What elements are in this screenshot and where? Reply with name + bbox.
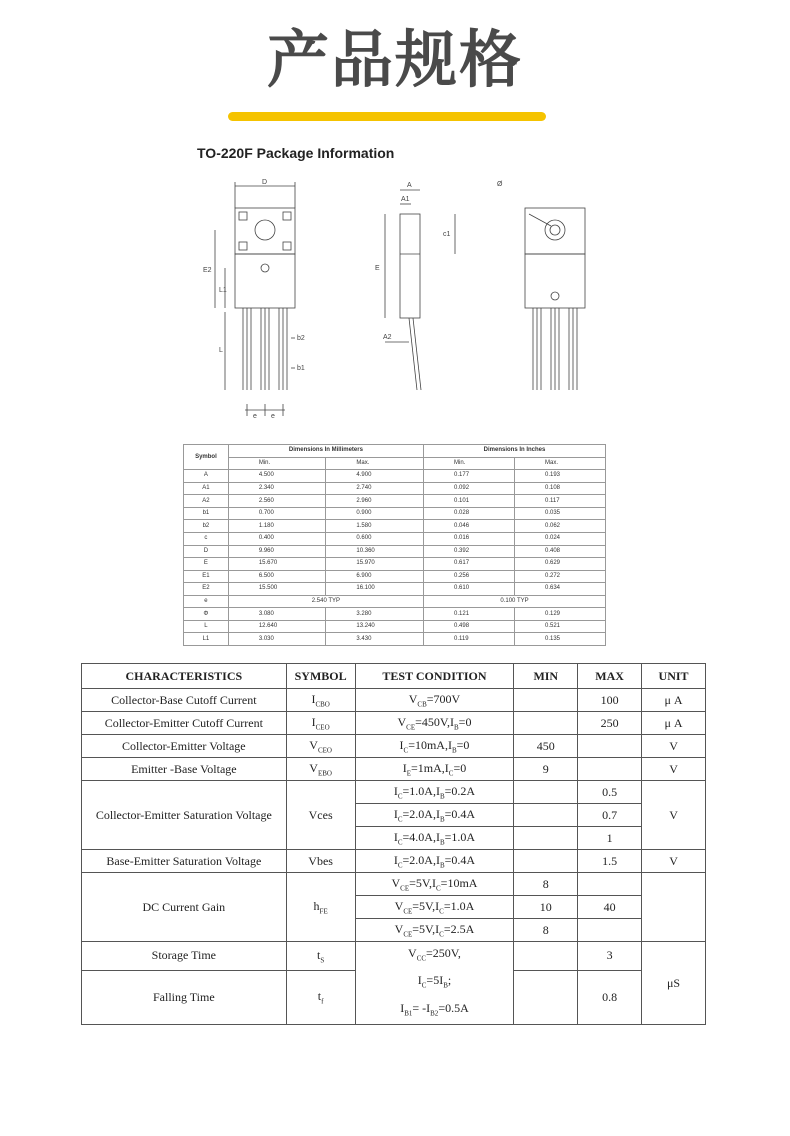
char-name: Emitter -Base Voltage — [82, 758, 287, 781]
dim-symbol: b2 — [184, 520, 229, 533]
table-row — [184, 482, 606, 495]
table-row — [184, 545, 606, 558]
col-header-max: MAX — [578, 664, 642, 689]
dim-label-E2: E2 — [203, 267, 212, 274]
table-row — [184, 558, 606, 571]
table-row — [82, 850, 706, 873]
char-name: DC Current Gain — [82, 873, 287, 942]
dim-in-max: 0.035 — [515, 507, 606, 520]
char-max: 250 — [578, 712, 642, 735]
page-title: 产品规格 — [266, 23, 523, 96]
dim-label-L: L — [219, 347, 223, 354]
char-max — [578, 873, 642, 896]
dim-sub-max: Max. — [326, 457, 424, 470]
char-min — [514, 804, 578, 827]
char-min: 8 — [514, 919, 578, 942]
package-heading: TO-220F Package Information — [197, 145, 395, 161]
dim-in-min: 0.101 — [424, 495, 515, 508]
dim-symbol: A2 — [184, 495, 229, 508]
back-tab-outline — [525, 208, 585, 254]
table-row — [184, 507, 606, 520]
char-symbol: Vbes — [286, 850, 355, 873]
char-max: 3 — [578, 942, 642, 971]
dim-label-e1: e — [253, 413, 257, 420]
char-min — [514, 712, 578, 735]
dimensions-table — [183, 444, 606, 646]
dim-in-max: 0.024 — [515, 532, 606, 545]
front-tab-outline — [235, 208, 295, 254]
dim-mm-min: 2.340 — [228, 482, 326, 495]
dim-symbol: E2 — [184, 583, 229, 596]
char-test: $V_{CE}=5V,I_C=10mA$ — [355, 873, 514, 896]
table-row — [184, 570, 606, 583]
dim-in-min: 0.498 — [424, 620, 515, 633]
dim-sub-max: Max. — [515, 457, 606, 470]
dim-symbol: E1 — [184, 570, 229, 583]
char-min: 10 — [514, 896, 578, 919]
dim-mm-max: 2.740 — [326, 482, 424, 495]
dim-symbol: e — [184, 595, 229, 608]
dim-mm-min: 3.030 — [228, 633, 326, 646]
dim-in-max: 0.108 — [515, 482, 606, 495]
table-row — [184, 595, 606, 608]
table-row — [184, 620, 606, 633]
char-unit: V — [642, 850, 706, 873]
char-symbol: $V_{EBO}$ — [286, 758, 355, 781]
table-row — [184, 495, 606, 508]
dim-mm-min: 15.500 — [228, 583, 326, 596]
table-row — [82, 689, 706, 712]
dim-in-min: 0.617 — [424, 558, 515, 571]
char-min: 450 — [514, 735, 578, 758]
dim-mm-max: 0.600 — [326, 532, 424, 545]
table-row — [184, 633, 606, 646]
dim-label-A: A — [407, 182, 412, 189]
dim-symbol: L — [184, 620, 229, 633]
char-test: $V_{CE}=5V,I_C=1.0A$ — [355, 896, 514, 919]
char-name: Collector-Base Cutoff Current — [82, 689, 287, 712]
char-max — [578, 758, 642, 781]
dim-in-max: 0.193 — [515, 470, 606, 483]
dim-in-min: 0.028 — [424, 507, 515, 520]
table-row — [184, 532, 606, 545]
dim-label-b1: b1 — [297, 365, 305, 372]
char-min — [514, 827, 578, 850]
char-test: $I_C=1.0A,I_B=0.2A$ — [355, 781, 514, 804]
char-symbol: $t_f$ — [286, 970, 355, 1025]
char-min — [514, 850, 578, 873]
table-row — [184, 583, 606, 596]
col-header-unit: UNIT — [642, 664, 706, 689]
char-unit: V — [642, 781, 706, 850]
dim-symbol: b1 — [184, 507, 229, 520]
dim-mm-max: 6.900 — [326, 570, 424, 583]
dim-label-A2: A2 — [383, 334, 392, 341]
char-max: 40 — [578, 896, 642, 919]
char-max: 0.7 — [578, 804, 642, 827]
char-test: $V_{CC}=250V$, $I_C=5I_B$; $I_{B1}= -I_{B2}=0.5A$ — [355, 942, 514, 1025]
dim-in-max: 0.272 — [515, 570, 606, 583]
side-body-outline — [400, 214, 420, 318]
dim-label-phi: Ø — [497, 181, 503, 188]
dim-in-min: 0.046 — [424, 520, 515, 533]
dim-in-min: 0.177 — [424, 470, 515, 483]
char-min — [514, 970, 578, 1025]
char-max: 100 — [578, 689, 642, 712]
dim-symbol: D — [184, 545, 229, 558]
col-header-test-condition: TEST CONDITION — [355, 664, 514, 689]
dim-in-max: 0.129 — [515, 608, 606, 621]
dim-mm-min: 15.670 — [228, 558, 326, 571]
char-unit: μ A — [642, 689, 706, 712]
dim-mm-max: 10.360 — [326, 545, 424, 558]
dim-mm-min: 4.500 — [228, 470, 326, 483]
dim-symbol: A1 — [184, 482, 229, 495]
dim-in-min: 0.256 — [424, 570, 515, 583]
dim-in-min: 0.092 — [424, 482, 515, 495]
char-max: 0.8 — [578, 970, 642, 1025]
char-max: 1 — [578, 827, 642, 850]
dim-label-D: D — [262, 179, 268, 186]
dim-label-L1: L1 — [219, 287, 227, 294]
table-row — [82, 781, 706, 804]
dim-in-max: 0.629 — [515, 558, 606, 571]
char-min: 9 — [514, 758, 578, 781]
dim-in-min: 0.119 — [424, 633, 515, 646]
table-row — [82, 758, 706, 781]
title-underline-bar — [228, 112, 546, 121]
dim-in-max: 0.408 — [515, 545, 606, 558]
dim-in-max: 0.135 — [515, 633, 606, 646]
dim-in-typ: 0.100 TYP — [424, 595, 606, 608]
dim-label-c1: c1 — [443, 231, 451, 238]
char-symbol: Vces — [286, 781, 355, 850]
dim-symbol: E — [184, 558, 229, 571]
char-symbol: $I_{CEO}$ — [286, 712, 355, 735]
dim-mm-max: 1.580 — [326, 520, 424, 533]
col-header-symbol: SYMBOL — [286, 664, 355, 689]
col-header-min: MIN — [514, 664, 578, 689]
dim-symbol: L1 — [184, 633, 229, 646]
dim-symbol: Φ — [184, 608, 229, 621]
char-test: $V_{CE}=450V,I_B=0$ — [355, 712, 514, 735]
table-row — [82, 942, 706, 971]
package-drawing — [195, 172, 615, 434]
dim-in-max: 0.117 — [515, 495, 606, 508]
char-name: Collector-Emitter Saturation Voltage — [82, 781, 287, 850]
dim-mm-max: 3.280 — [326, 608, 424, 621]
dim-mm-typ: 2.540 TYP — [228, 595, 423, 608]
dim-mm-max: 2.960 — [326, 495, 424, 508]
dim-mm-max: 15.970 — [326, 558, 424, 571]
char-test: $I_C=2.0A,I_B=0.4A$ — [355, 804, 514, 827]
dim-mm-min: 12.640 — [228, 620, 326, 633]
dim-mm-min: 0.700 — [228, 507, 326, 520]
dim-in-min: 0.121 — [424, 608, 515, 621]
char-unit: V — [642, 735, 706, 758]
dim-in-max: 0.521 — [515, 620, 606, 633]
dim-label-e2: e — [271, 413, 275, 420]
char-symbol: $I_{CBO}$ — [286, 689, 355, 712]
dim-mm-min: 9.960 — [228, 545, 326, 558]
dim-in-min: 0.392 — [424, 545, 515, 558]
dim-label-b2: b2 — [297, 335, 305, 342]
char-test: $I_C=10mA,I_B=0$ — [355, 735, 514, 758]
dim-sub-min: Min. — [228, 457, 326, 470]
dim-symbol: A — [184, 470, 229, 483]
char-symbol: $V_{CEO}$ — [286, 735, 355, 758]
char-name: Falling Time — [82, 970, 287, 1025]
char-min — [514, 689, 578, 712]
table-row — [82, 735, 706, 758]
dim-header-mm: Dimensions In Millimeters — [228, 445, 423, 458]
char-unit: μ A — [642, 712, 706, 735]
dim-mm-max: 4.900 — [326, 470, 424, 483]
dim-mm-max: 16.100 — [326, 583, 424, 596]
dim-label-E: E — [375, 265, 380, 272]
table-row — [184, 520, 606, 533]
table-row — [82, 712, 706, 735]
char-name: Collector-Emitter Cutoff Current — [82, 712, 287, 735]
char-test: $I_C=4.0A,I_B=1.0A$ — [355, 827, 514, 850]
table-row — [184, 608, 606, 621]
char-unit — [642, 873, 706, 942]
dim-in-min: 0.610 — [424, 583, 515, 596]
char-max: 0.5 — [578, 781, 642, 804]
table-row — [82, 873, 706, 896]
char-min — [514, 942, 578, 971]
dim-sub-min: Min. — [424, 457, 515, 470]
characteristics-table — [81, 663, 706, 1018]
char-test: $I_C=2.0A,I_B=0.4A$ — [355, 850, 514, 873]
dim-in-max: 0.634 — [515, 583, 606, 596]
char-min — [514, 781, 578, 804]
char-test: $V_{CB}=700V$ — [355, 689, 514, 712]
col-header-characteristics: CHARACTERISTICS — [82, 664, 287, 689]
dim-header-symbol: Symbol — [184, 445, 229, 470]
char-unit: μS — [642, 942, 706, 1025]
char-max — [578, 919, 642, 942]
char-unit: V — [642, 758, 706, 781]
table-row — [184, 470, 606, 483]
char-min: 8 — [514, 873, 578, 896]
char-max — [578, 735, 642, 758]
dim-mm-min: 1.180 — [228, 520, 326, 533]
char-test: $I_E=1mA,I_C=0$ — [355, 758, 514, 781]
dim-mm-max: 13.240 — [326, 620, 424, 633]
char-name: Storage Time — [82, 942, 287, 971]
dim-mm-max: 3.430 — [326, 633, 424, 646]
dim-mm-min: 6.500 — [228, 570, 326, 583]
dim-mm-min: 3.080 — [228, 608, 326, 621]
char-symbol: $h_{FE}$ — [286, 873, 355, 942]
char-symbol: $t_S$ — [286, 942, 355, 971]
char-test: $V_{CE}=5V,I_C=2.5A$ — [355, 919, 514, 942]
char-name: Base-Emitter Saturation Voltage — [82, 850, 287, 873]
dim-header-in: Dimensions In Inches — [424, 445, 606, 458]
dim-mm-max: 0.900 — [326, 507, 424, 520]
dim-mm-min: 0.400 — [228, 532, 326, 545]
char-name: Collector-Emitter Voltage — [82, 735, 287, 758]
dim-label-A1: A1 — [401, 196, 410, 203]
dim-mm-min: 2.560 — [228, 495, 326, 508]
dim-symbol: c — [184, 532, 229, 545]
front-body-outline — [235, 254, 295, 308]
char-max: 1.5 — [578, 850, 642, 873]
dim-in-max: 0.062 — [515, 520, 606, 533]
dim-in-min: 0.016 — [424, 532, 515, 545]
